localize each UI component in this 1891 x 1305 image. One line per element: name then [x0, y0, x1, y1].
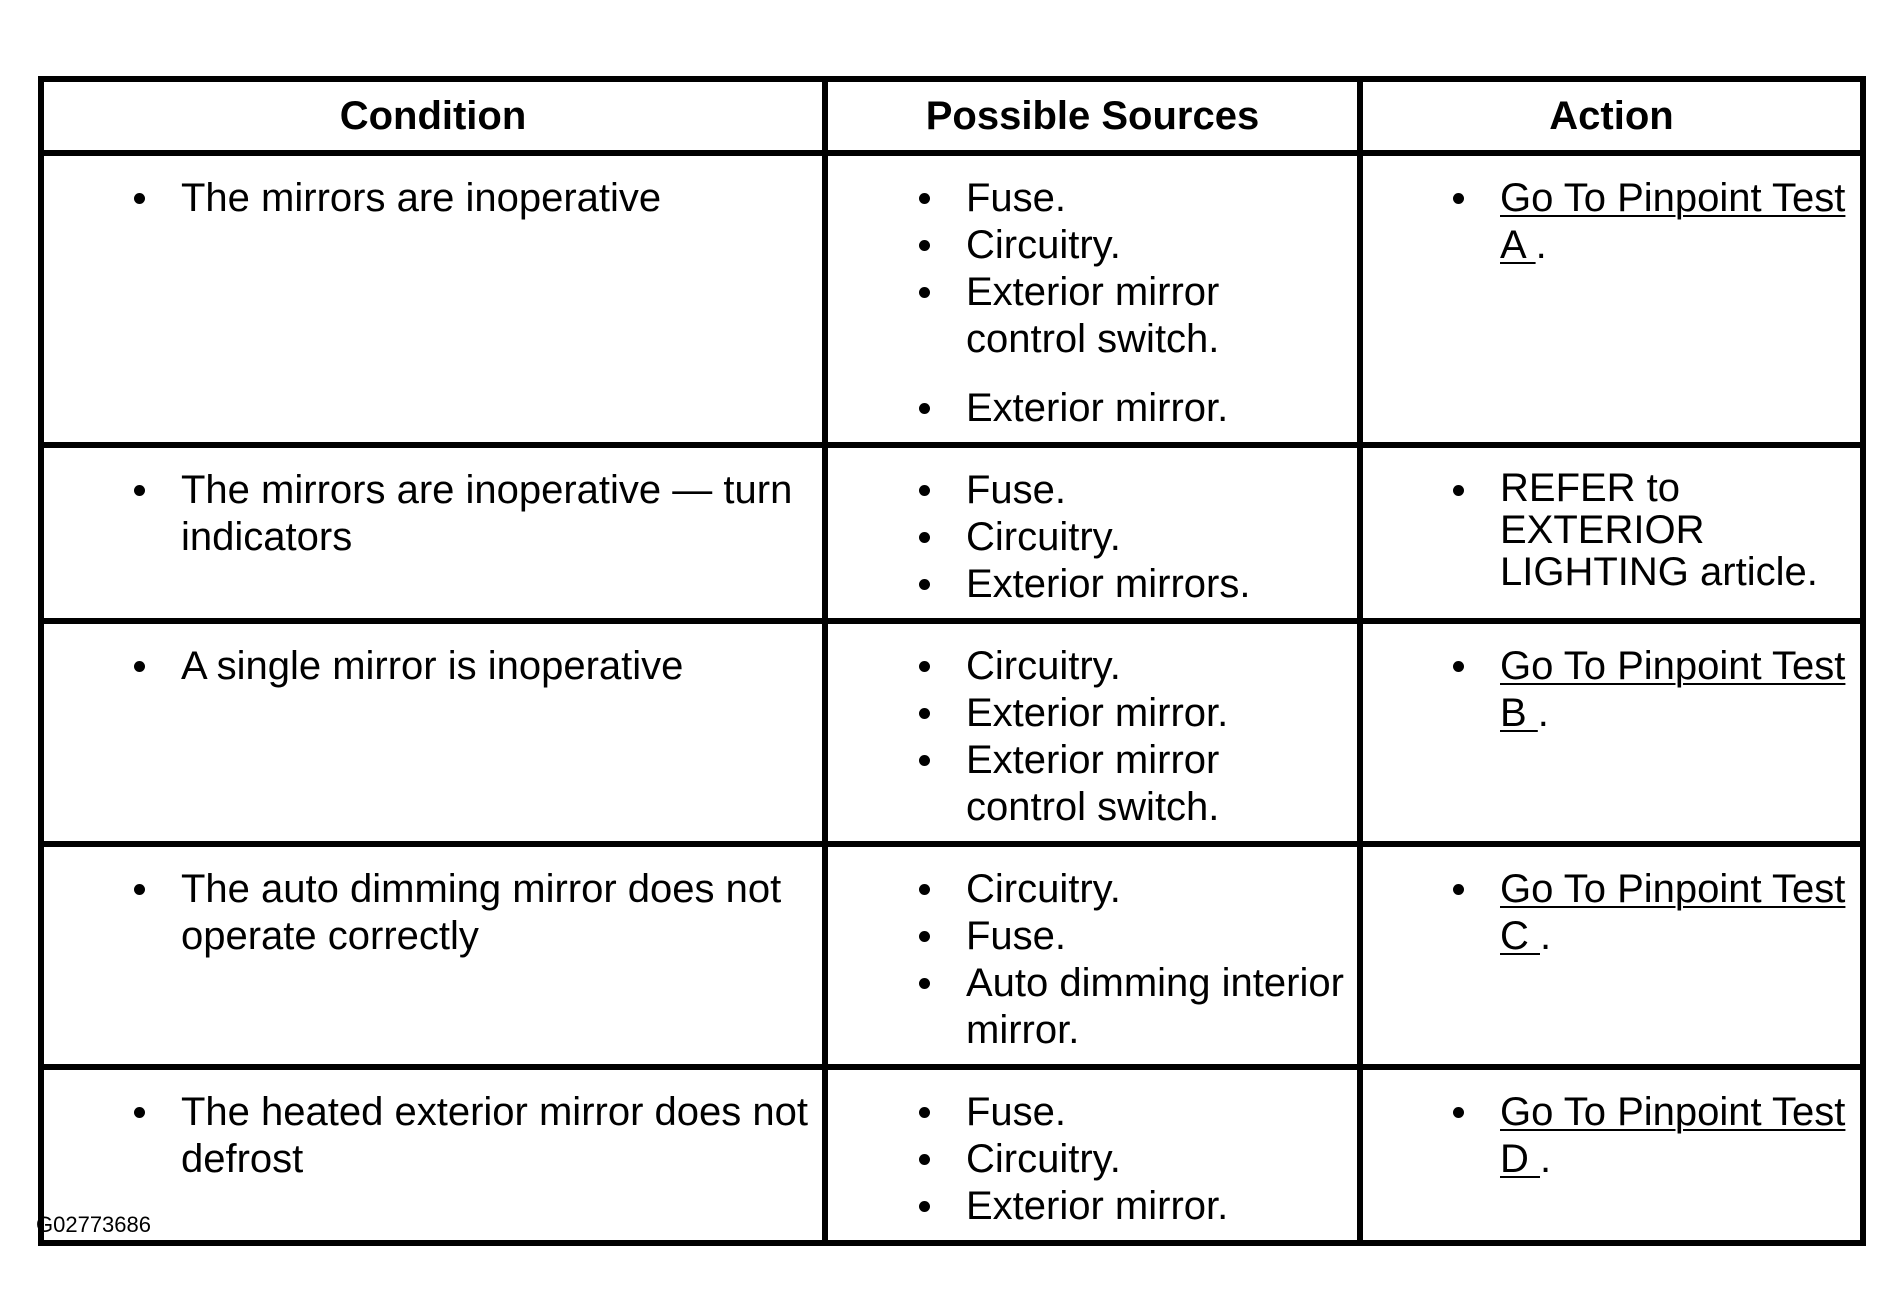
pinpoint-test-c-link[interactable]: Go To Pinpoint Test C [1500, 867, 1846, 958]
action-item [1500, 866, 1850, 960]
sources-cell [825, 844, 1360, 1067]
action-cell [1360, 445, 1863, 621]
table-row [41, 153, 1863, 445]
action-suffix: . [1535, 223, 1547, 267]
table-row [41, 445, 1863, 621]
source-item: Exterior mirrors. [966, 561, 1345, 608]
action-cell [1360, 153, 1863, 445]
sources-cell [825, 153, 1360, 445]
sources-cell [825, 445, 1360, 621]
condition-cell [41, 445, 825, 621]
source-item: Circuitry. [966, 514, 1345, 561]
figure-id: G02773686 [36, 1212, 151, 1237]
header-possible-sources: Possible Sources [825, 79, 1360, 153]
action-refer-text: REFER to EXTERIOR LIGHTING article. [1500, 467, 1850, 593]
action-cell [1360, 844, 1863, 1067]
source-item: Auto dimming interior mirror. [966, 961, 1344, 1052]
source-item: Circuitry. [966, 866, 1345, 913]
pinpoint-test-d-link[interactable]: Go To Pinpoint Test D [1500, 1090, 1846, 1181]
table-row [41, 1067, 1863, 1243]
action-suffix: . [1537, 691, 1549, 735]
action-cell [1360, 621, 1863, 844]
header-condition: Condition [41, 79, 825, 153]
condition-text: The auto dimming mirror does not operate correctly [181, 866, 810, 960]
pinpoint-test-b-link[interactable]: Go To Pinpoint Test B [1500, 644, 1846, 735]
condition-text: A single mirror is inoperative [181, 643, 810, 690]
source-item: Exterior mirror. [966, 1183, 1345, 1230]
condition-text: The mirrors are inoperative — turn indicators [181, 467, 810, 561]
action-cell [1360, 1067, 1863, 1243]
condition-cell [41, 1067, 825, 1243]
condition-text: The mirrors are inoperative [181, 175, 810, 222]
condition-cell [41, 153, 825, 445]
action-item [1500, 643, 1850, 737]
action-suffix: . [1540, 914, 1552, 958]
header-row [41, 79, 1863, 153]
sources-cell [825, 621, 1360, 844]
action-item [1500, 175, 1850, 269]
source-item: Circuitry. [966, 222, 1345, 269]
source-item: Fuse. [966, 1089, 1345, 1136]
source-item: Fuse. [966, 175, 1345, 222]
source-item: Circuitry. [966, 1136, 1345, 1183]
header-action: Action [1360, 79, 1863, 153]
sources-cell [825, 1067, 1360, 1243]
source-item: Fuse. [966, 913, 1345, 960]
pinpoint-test-a-link[interactable]: Go To Pinpoint Test A [1500, 176, 1846, 267]
condition-text: The heated exterior mirror does not defrost [181, 1089, 810, 1183]
source-item: Exterior mirror control switch. [966, 737, 1345, 831]
condition-cell [41, 844, 825, 1067]
table-row [41, 621, 1863, 844]
source-item: Exterior mirror. [966, 690, 1345, 737]
action-suffix: . [1540, 1137, 1552, 1181]
source-item: Circuitry. [966, 643, 1345, 690]
source-item: Fuse. [966, 467, 1345, 514]
table-row [41, 844, 1863, 1067]
condition-cell [41, 621, 825, 844]
diagnosis-table [38, 76, 1866, 1246]
source-item: Exterior mirror control switch. [966, 269, 1345, 363]
action-item [1500, 1089, 1850, 1183]
source-item: Exterior mirror. [966, 385, 1345, 432]
